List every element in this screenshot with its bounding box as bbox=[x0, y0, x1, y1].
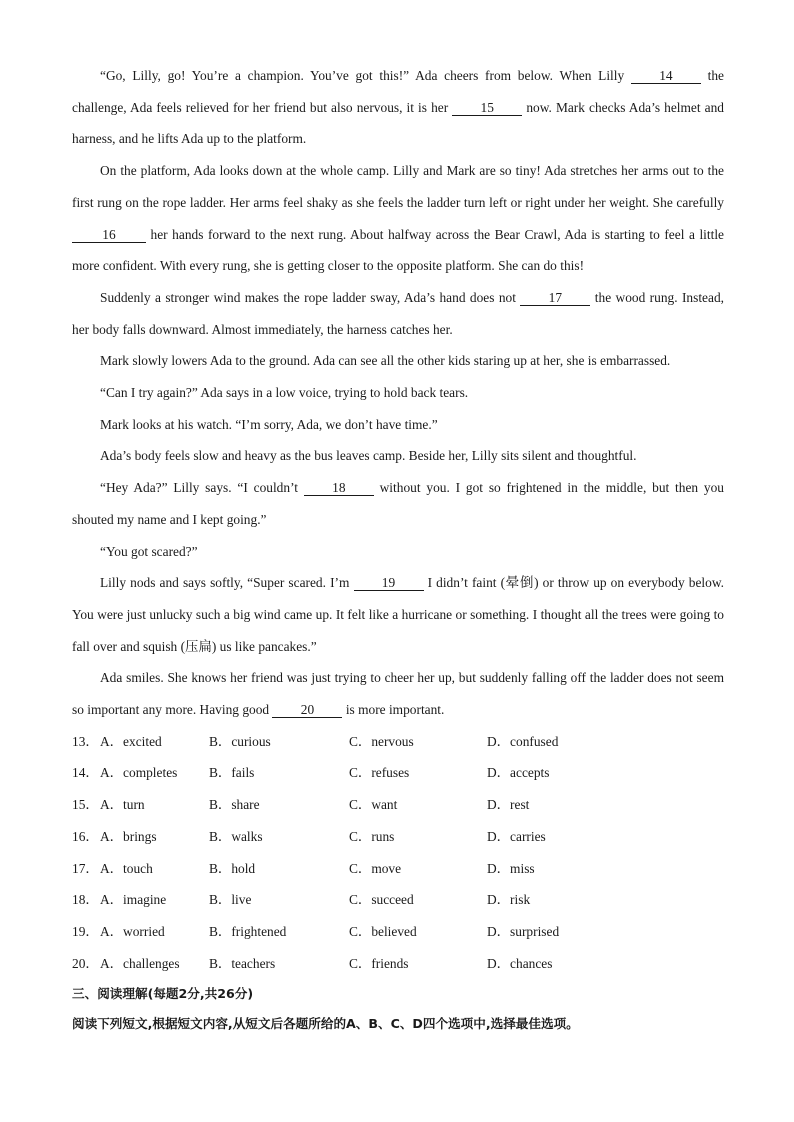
question-number: 17． bbox=[72, 860, 99, 876]
question-list bbox=[72, 726, 724, 980]
option-a: A．brings bbox=[100, 828, 157, 844]
option-b: B．teachers bbox=[209, 955, 276, 971]
option-c: C．nervous bbox=[349, 733, 414, 749]
option-a: A．touch bbox=[100, 860, 153, 876]
text: “Go, Lilly, go! You’re a champion. You’ve got this!” Ada cheers from below. When Lilly bbox=[100, 68, 631, 83]
option-b: B．hold bbox=[209, 860, 256, 876]
option-c: C．runs bbox=[349, 828, 395, 844]
question-19 bbox=[72, 916, 724, 948]
question-number: 13． bbox=[72, 733, 99, 749]
paragraph-3 bbox=[72, 282, 724, 345]
option-c: C．believed bbox=[349, 923, 417, 939]
question-20 bbox=[72, 948, 724, 980]
question-number: 14． bbox=[72, 765, 99, 781]
text: without you. I got so frightened in the middle, but then you shouted my name and I kept going.” bbox=[72, 480, 725, 527]
option-c: C．refuses bbox=[349, 765, 410, 781]
option-c: C．move bbox=[349, 860, 402, 876]
text: Suddenly a stronger wind makes the rope ladder sway, Ada’s hand does not bbox=[100, 289, 521, 305]
option-c: C．want bbox=[349, 797, 398, 813]
text: Ada smiles. She knows her friend was just trying to cheer her up, but suddenly falling off the ladder does not seem so important any more. Having good bbox=[72, 670, 724, 718]
question-number: 20． bbox=[72, 955, 99, 971]
option-c: C．succeed bbox=[349, 892, 414, 908]
paragraph-10 bbox=[72, 567, 724, 662]
section-instruction: 阅读下列短文,根据短文内容,从短文后各题所给的A、B、C、D四个选项中,选择最佳选项。 bbox=[72, 1016, 579, 1032]
blank-15: 15 bbox=[452, 100, 522, 116]
paragraph-1 bbox=[72, 60, 724, 155]
question-number: 18． bbox=[72, 892, 99, 908]
option-b: B．fails bbox=[209, 765, 255, 781]
text: the wood rung. Instead, her body falls downward. Almost immediately, the harness catches her. bbox=[72, 289, 724, 337]
text: I didn’t faint (晕倒) or throw up on everybody below. You were just unlucky such a big wind came up. It felt like a hurricane or something. I thought all the trees were going to fall over and squish (压扁) us like pancakes.” bbox=[72, 575, 724, 654]
question-13 bbox=[72, 726, 724, 758]
blank-19: 19 bbox=[354, 575, 424, 591]
text: is more important. bbox=[342, 702, 445, 718]
option-a: A．imagine bbox=[100, 892, 167, 908]
paragraph-9: “You got scared?” bbox=[100, 543, 198, 559]
text: Lilly nods and says softly, “Super scared. I’m bbox=[100, 575, 354, 591]
exam-page bbox=[72, 60, 724, 1039]
question-number: 19． bbox=[72, 923, 99, 939]
blank-16: 16 bbox=[72, 227, 146, 243]
option-a: A．turn bbox=[100, 797, 145, 813]
paragraph-8 bbox=[72, 472, 724, 535]
option-b: B．frightened bbox=[209, 923, 287, 939]
option-a: A．completes bbox=[100, 765, 178, 781]
option-a: A．worried bbox=[100, 923, 165, 939]
blank-20: 20 bbox=[272, 702, 342, 718]
option-d: D．rest bbox=[487, 797, 530, 813]
section-title: 三、阅读理解(每题2分,共26分) bbox=[72, 986, 254, 1002]
question-number: 15． bbox=[72, 797, 99, 813]
paragraph-2 bbox=[72, 155, 724, 282]
text: now. Mark checks Ada’s helmet and harness, and he lifts Ada up to the platform. bbox=[72, 99, 724, 147]
option-d: D．surprised bbox=[487, 923, 560, 939]
question-16 bbox=[72, 821, 724, 853]
option-d: D．risk bbox=[487, 892, 531, 908]
text: “Hey Ada?” Lilly says. “I couldn’t bbox=[100, 480, 304, 496]
option-c: C．friends bbox=[349, 955, 409, 971]
blank-14: 14 bbox=[631, 68, 701, 84]
paragraph-4: Mark slowly lowers Ada to the ground. Ada can see all the other kids staring up at her, she is embarrassed. bbox=[100, 353, 671, 369]
option-b: B．curious bbox=[209, 733, 271, 749]
option-a: A．excited bbox=[100, 733, 162, 749]
question-14 bbox=[72, 757, 724, 789]
question-number: 16． bbox=[72, 828, 99, 844]
option-a: A．challenges bbox=[100, 955, 180, 971]
option-b: B．share bbox=[209, 797, 260, 813]
option-d: D．accepts bbox=[487, 765, 550, 781]
option-b: B．live bbox=[209, 892, 252, 908]
option-b: B．walks bbox=[209, 828, 263, 844]
option-d: D．carries bbox=[487, 828, 546, 844]
paragraph-11 bbox=[72, 662, 724, 725]
text: her hands forward to the next rung. About halfway across the Bear Crawl, Ada is starting to feel a little more confident. With every rung, she is getting closer to the opposite platform. She can do this! bbox=[72, 226, 724, 274]
question-18 bbox=[72, 884, 724, 916]
question-15 bbox=[72, 789, 724, 821]
text: the challenge, Ada feels relieved for her friend but also nervous, it is her bbox=[72, 68, 724, 115]
paragraph-7: Ada’s body feels slow and heavy as the bus leaves camp. Beside her, Lilly sits silent and thoughtful. bbox=[100, 448, 637, 464]
paragraph-6: Mark looks at his watch. “I’m sorry, Ada, we don’t have time.” bbox=[100, 416, 438, 432]
question-17 bbox=[72, 853, 724, 885]
option-d: D．miss bbox=[487, 860, 535, 876]
blank-17: 17 bbox=[520, 290, 590, 306]
paragraph-5: “Can I try again?” Ada says in a low voice, trying to hold back tears. bbox=[100, 385, 469, 401]
blank-18: 18 bbox=[304, 480, 374, 496]
option-d: D．chances bbox=[487, 955, 553, 971]
text: On the platform, Ada looks down at the whole camp. Lilly and Mark are so tiny! Ada stretches her arms out to the first rung on the rope ladder. Her arms feel shaky as she feels the ladder turn left or right under her weight. She carefully bbox=[72, 163, 724, 210]
option-d: D．confused bbox=[487, 733, 559, 749]
